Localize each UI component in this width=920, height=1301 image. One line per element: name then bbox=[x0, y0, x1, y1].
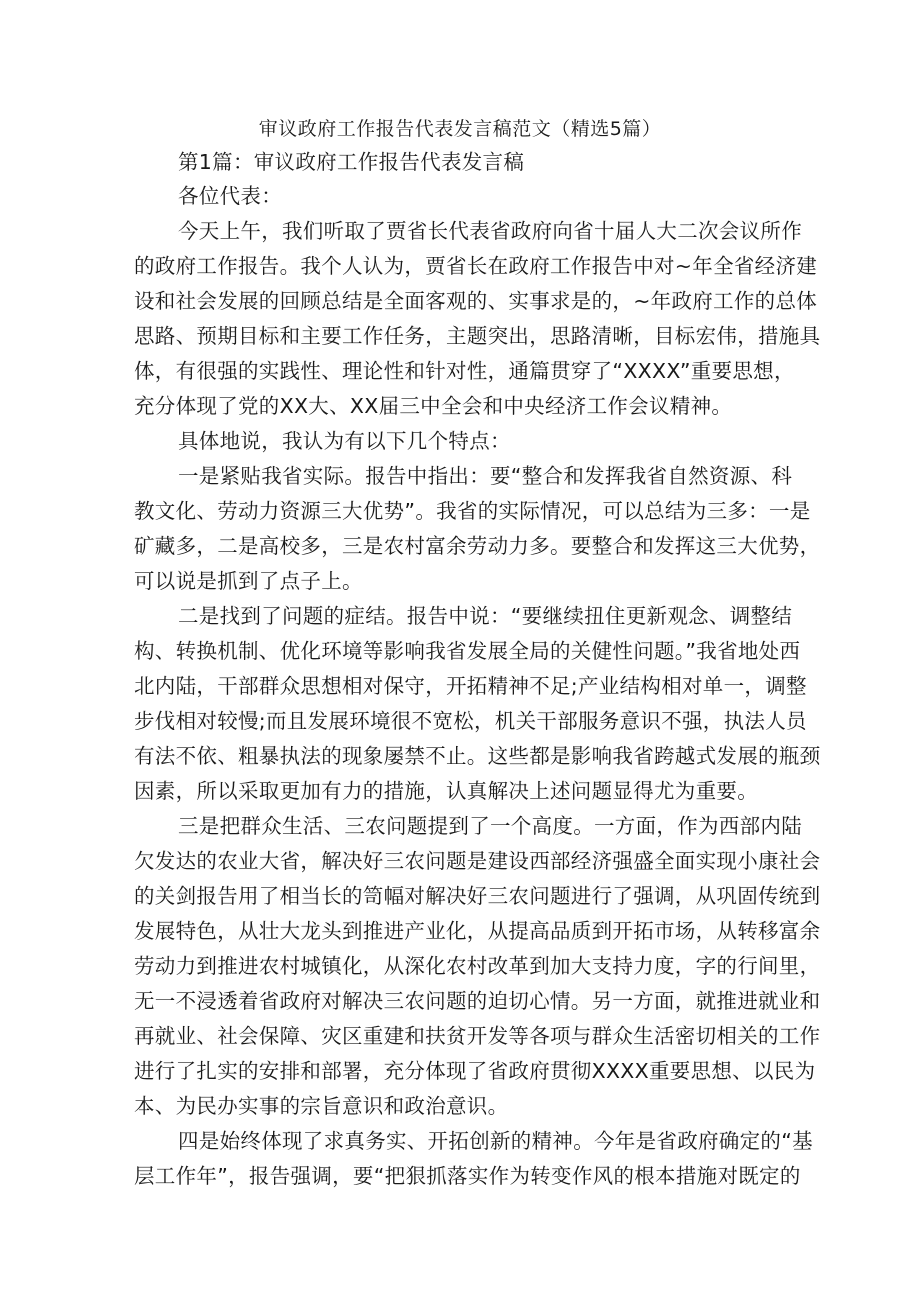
paragraph-4-line-4: 步伐相对较慢;而且发展环境很不宽松，机关干部服务意识不强，执法人员 bbox=[134, 709, 807, 733]
paragraph-3-line-1: 一是紧贴我省实际。报告中指出：要“整合和发挥我省自然资源、科 bbox=[178, 464, 793, 488]
paragraph-1-line-6: 充分体现了党的XX大、XX届三中全会和中央经济工作会议精神。 bbox=[134, 394, 733, 418]
document-title: 审议政府工作报告代表发言稿范文（精选5篇） bbox=[258, 118, 662, 140]
paragraph-4-line-2: 构、转换机制、优化环境等影响我省发展全局的关健性问题。”我省地处西 bbox=[134, 639, 801, 663]
paragraph-5-line-4: 发展特色，从壮大龙头到推进产业化，从提高品质到开拓市场，从转移富余 bbox=[134, 919, 821, 943]
paragraph-4-line-6: 因素，所以采取更加有力的措施，认真解决上述问题显得尤为重要。 bbox=[134, 779, 758, 803]
paragraph-4-line-3: 北内陆，干部群众思想相对保守，开拓精神不足;产业结构相对单一，调整 bbox=[134, 674, 807, 698]
paragraph-5-line-2: 欠发达的农业大省，解决好三农问题是建设西部经济强盛全面实现小康社会 bbox=[134, 849, 821, 873]
paragraph-4-line-5: 有法不依、粗暴执法的现象屡禁不止。这些都是影响我省跨越式发展的瓶颈 bbox=[134, 744, 821, 768]
paragraph-6-line-2: 层工作年”，报告强调，要“把狠抓落实作为转变作风的根本措施对既定的 bbox=[134, 1164, 801, 1188]
paragraph-5-line-7: 再就业、社会保障、灾区重建和扶贫开发等各项与群众生活密切相关的工作 bbox=[134, 1024, 821, 1048]
paragraph-2-line-1: 具体地说，我认为有以下几个特点： bbox=[178, 429, 511, 453]
paragraph-5-line-6: 无一不浸透着省政府对解决三农问题的迫切心情。另一方面，就推进就业和 bbox=[134, 989, 821, 1013]
paragraph-5-line-9: 本、为民办实事的宗旨意识和政治意识。 bbox=[134, 1094, 509, 1118]
paragraph-5-line-3: 的关剑报告用了相当长的笥幅对解决好三农问题进行了强调，从巩固传统到 bbox=[134, 884, 821, 908]
greeting: 各位代表： bbox=[178, 184, 282, 208]
paragraph-5-line-5: 劳动力到推进农村城镇化，从深化农村改革到加大支持力度，字的行间里， bbox=[134, 954, 821, 978]
paragraph-1-line-5: 体，有很强的实践性、理论性和针对性，通篇贯穿了“XXXX”重要思想， bbox=[134, 359, 795, 383]
paragraph-1-line-4: 思路、预期目标和主要工作任务，主题突出，思路清晰，目标宏伟，措施具 bbox=[134, 324, 821, 348]
paragraph-3-line-2: 教文化、劳动力资源三大优势”。我省的实际情况，可以总结为三多：一是 bbox=[134, 499, 811, 523]
section-heading: 第1篇：审议政府工作报告代表发言稿 bbox=[178, 150, 525, 174]
paragraph-3-line-3: 矿藏多，二是高校多，三是农村富余劳动力多。要整合和发挥这三大优势， bbox=[134, 534, 821, 558]
paragraph-1-line-2: 的政府工作报告。我个人认为，贾省长在政府工作报告中对~年全省经济建 bbox=[134, 254, 818, 278]
paragraph-5-line-8: 进行了扎实的安排和部署，充分体现了省政府贯彻XXXX重要思想、以民为 bbox=[134, 1059, 816, 1083]
paragraph-5-line-1: 三是把群众生活、三农问题提到了一个高度。一方面，作为西部内陆 bbox=[178, 814, 802, 838]
paragraph-1-line-1: 今天上午，我们听取了贾省长代表省政府向省十届人大二次会议所作 bbox=[178, 219, 802, 243]
paragraph-6-line-1: 四是始终体现了求真务实、开拓创新的精神。今年是省政府确定的“基 bbox=[178, 1129, 813, 1153]
paragraph-3-line-4: 可以说是抓到了点子上。 bbox=[134, 569, 363, 593]
paragraph-1-line-3: 设和社会发展的回顾总结是全面客观的、实事求是的，~年政府工作的总体 bbox=[134, 289, 818, 313]
paragraph-4-line-1: 二是找到了问题的症结。报告中说：“要继续扭住更新观念、调整结 bbox=[178, 604, 793, 628]
